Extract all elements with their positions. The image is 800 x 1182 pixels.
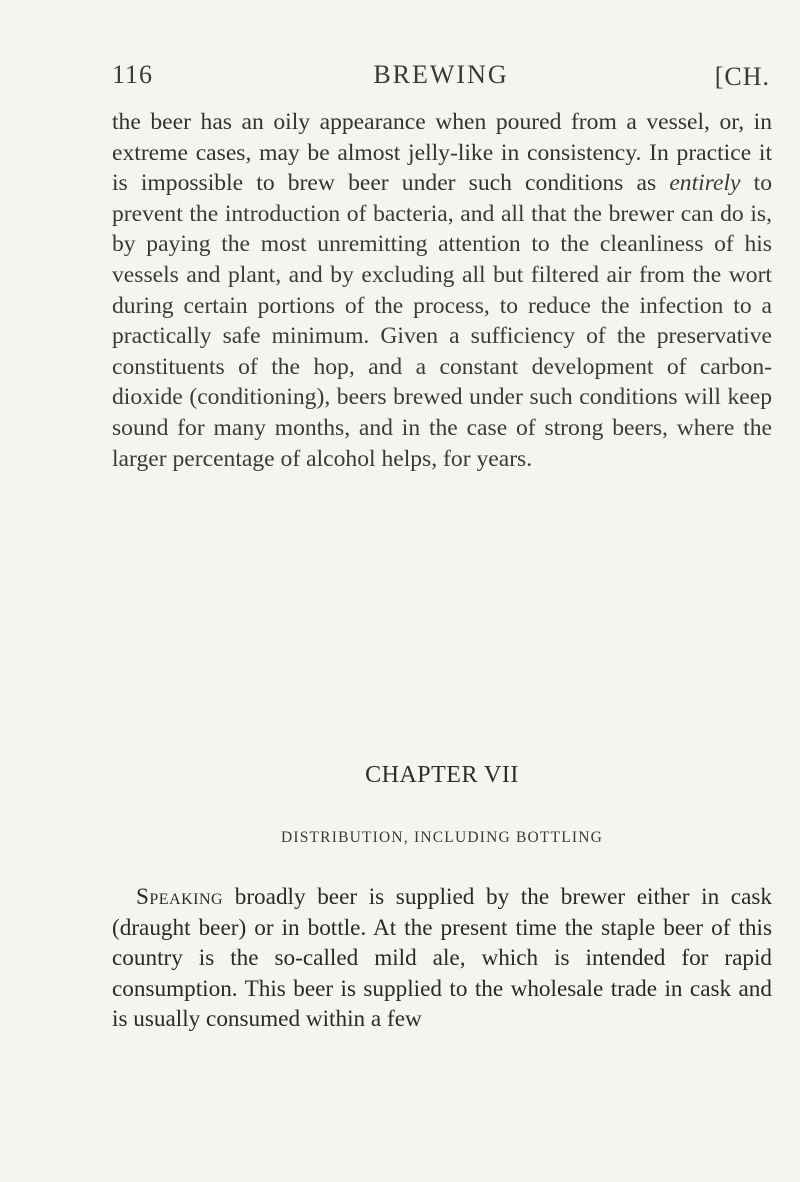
running-head xyxy=(112,60,770,100)
chapter-marker: [CH. xyxy=(714,62,770,91)
paragraph-1-text-after-emphasis: to prevent the introduction of bacteria, and all that the brewer can do is, by paying the most unremitting attention to the cleanliness of his vessels and plant, and by excluding all but filtered air from the wort during certain portions of the process, to reduce the infection to a practically safe minimum. Given a sufficiency of the preservative constituents of the hop, and a constant development of carbon-dioxide (conditioning), beers brewed under such conditions will keep sound for many months, and in the case of strong beers, where the larger percentage of alcohol helps, for years. xyxy=(112,170,772,472)
body-paragraph-1 xyxy=(112,107,772,474)
paragraph-2-lead-word: Speaking xyxy=(136,884,224,910)
paragraph-1-text-before-emphasis: the beer has an oily appearance when poured from a vessel, or, in extreme cases, may be almost jelly-like in consistency. In practice it is impossible to brew beer under such conditions as xyxy=(112,109,772,197)
chapter-heading: CHAPTER VII xyxy=(365,762,519,788)
paragraph-1-emphasis: entirely xyxy=(669,170,741,197)
paragraph-2-text: broadly beer is supplied by the brewer either in cask (draught beer) or in bottle. At the present time the staple beer of this country is the so-called mild ale, which is intended for rapid consumption. This beer is supplied to the wholesale trade in cask and is usually consumed within a few xyxy=(112,884,772,1033)
chapter-subtitle: DISTRIBUTION, INCLUDING BOTTLING xyxy=(280,829,604,846)
body-paragraph-2 xyxy=(112,882,772,1035)
running-title: BREWING xyxy=(373,60,509,89)
page-number: 116 xyxy=(112,60,154,89)
